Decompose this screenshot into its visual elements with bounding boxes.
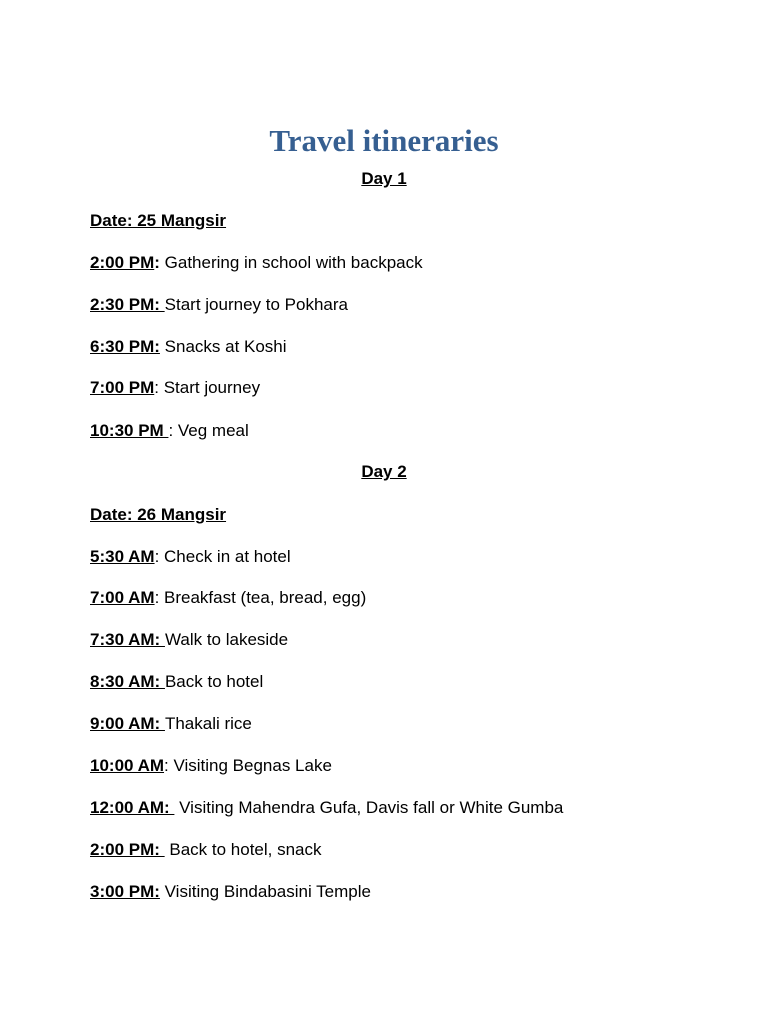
entry-time: 12:00 AM: xyxy=(90,798,175,817)
entry-time: 8:30 AM: xyxy=(90,672,165,691)
itinerary-entry xyxy=(90,629,288,651)
entry-separator: : xyxy=(154,253,160,272)
entry-time: 7:00 PM xyxy=(90,378,155,397)
itinerary-entry xyxy=(90,377,260,399)
itinerary-entry xyxy=(90,797,563,819)
entry-text: Snacks at Koshi xyxy=(159,337,287,356)
day-1-heading: Day 1 xyxy=(361,169,407,188)
itinerary-entry xyxy=(90,755,332,777)
itinerary-entry xyxy=(90,252,423,274)
entry-text: Back to hotel xyxy=(164,672,264,691)
entry-text: Visiting Bindabasini Temple xyxy=(159,882,371,901)
entry-time: 6:30 PM: xyxy=(90,337,160,356)
entry-time: 2:00 PM: xyxy=(90,840,165,859)
entry-time: 2:30 PM: xyxy=(90,295,165,314)
entry-text: : Start journey xyxy=(154,378,261,397)
entry-text: : Veg meal xyxy=(168,421,249,440)
itinerary-entry xyxy=(90,839,322,861)
entry-text: Visiting Mahendra Gufa, Davis fall or White Gumba xyxy=(174,798,564,817)
itinerary-entry xyxy=(90,420,249,442)
entry-time: 9:00 AM: xyxy=(90,714,165,733)
itinerary-entry xyxy=(90,881,371,903)
entry-text: Gathering in school with backpack xyxy=(159,253,423,272)
itinerary-entry xyxy=(90,336,287,358)
document-title: Travel itineraries xyxy=(269,123,499,158)
entry-time: 5:30 AM xyxy=(90,547,155,566)
itinerary-entry xyxy=(90,546,291,568)
day-2-heading: Day 2 xyxy=(361,462,407,481)
day-1-date: Date: 25 Mangsir xyxy=(90,211,227,230)
entry-time: 7:30 AM: xyxy=(90,630,165,649)
entry-text: Start journey to Pokhara xyxy=(164,295,348,314)
itinerary-entry xyxy=(90,671,263,693)
entry-time: 10:30 PM xyxy=(90,421,169,440)
entry-text: : Visiting Begnas Lake xyxy=(164,756,332,775)
entry-text: : Check in at hotel xyxy=(154,547,291,566)
entry-text: Thakali rice xyxy=(164,714,252,733)
entry-time: 3:00 PM: xyxy=(90,882,160,901)
entry-time: 2:00 PM xyxy=(90,253,155,272)
day-2-date: Date: 26 Mangsir xyxy=(90,505,227,524)
itinerary-entry xyxy=(90,713,252,735)
itinerary-entry xyxy=(90,294,348,316)
entry-text: Walk to lakeside xyxy=(164,630,289,649)
entry-text: Back to hotel, snack xyxy=(164,840,322,859)
entry-time: 10:00 AM xyxy=(90,756,165,775)
itinerary-entry xyxy=(90,587,366,609)
entry-text: : Breakfast (tea, bread, egg) xyxy=(154,588,367,607)
entry-time: 7:00 AM xyxy=(90,588,155,607)
